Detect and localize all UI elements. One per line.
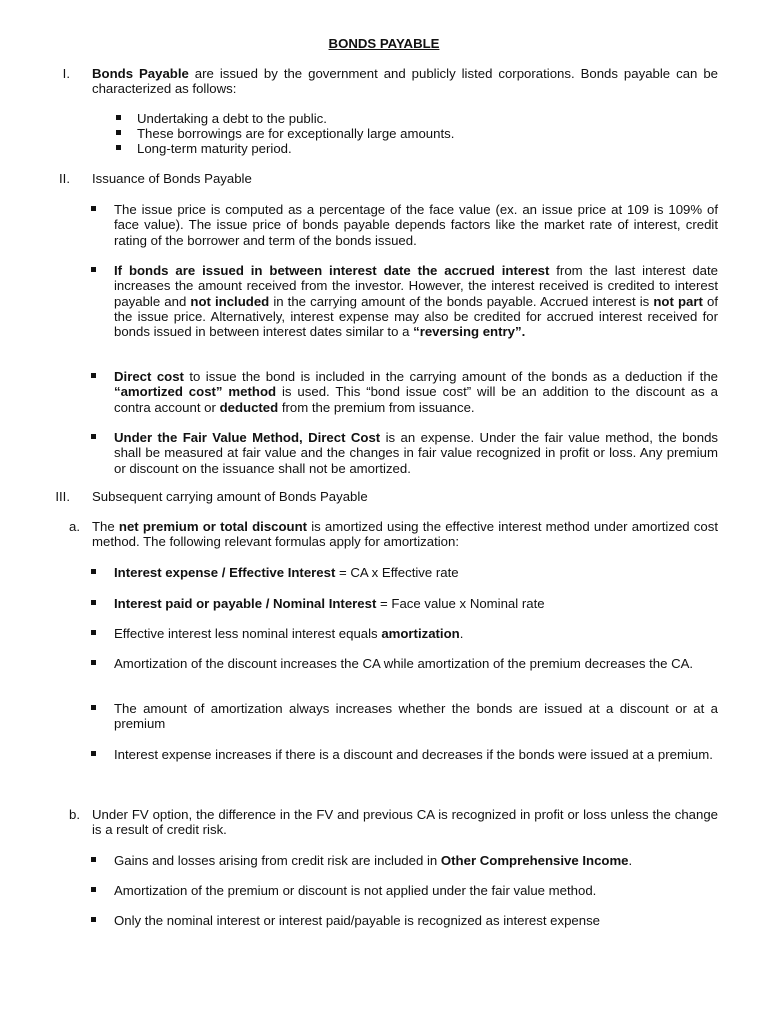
issue-price-paragraph: The issue price is computed as a percentage of the face value (ex. an issue price at 109 is 109% of face value). The issue price of bonds payable depends factors like the market rate of interest, credit rating of the borrower and term of the bonds issued. — [114, 202, 718, 248]
formula-item: Effective interest less nominal interest equals amortization. — [114, 626, 464, 641]
list-item: Amortization of the discount increases the CA while amortization of the premium decreases the CA. — [114, 656, 694, 671]
list-item: Long-term maturity period. — [137, 141, 292, 156]
accrued-interest-paragraph: If bonds are issued in between interest date the accrued interest from the last interest date increases the amount received from the investor. However, the interest received is credited to interest payable and not included in the carrying amount of the bonds payable. Accrued interest is not part of the issue price. Alternatively, interest expense may also be credited for accrued interest received for bonds issued in between interest dates similar to a “reversing entry”. — [114, 263, 718, 340]
bullet-marker — [91, 373, 96, 378]
bullet-marker — [91, 434, 96, 439]
section-number: III. — [55, 489, 70, 504]
section-heading: Subsequent carrying amount of Bonds Payable — [92, 489, 368, 504]
section-number: I. — [62, 66, 70, 81]
bullet-marker — [91, 857, 96, 862]
section-number: II. — [59, 171, 70, 186]
list-item: Interest expense increases if there is a discount and decreases if the bonds were issued at a premium. — [114, 747, 713, 762]
subsection-label: a. — [69, 519, 80, 534]
section-heading: Issuance of Bonds Payable — [92, 171, 252, 186]
direct-cost-paragraph: Direct cost to issue the bond is included in the carrying amount of the bonds as a deduction if the “amortized cost” method is used. This “bond issue cost” will be an addition to the discount as a contra account or deducted from the premium from issuance. — [114, 369, 718, 415]
list-item: Gains and losses arising from credit risk are included in Other Comprehensive Income. — [114, 853, 633, 868]
section-1-paragraph: Bonds Payable are issued by the government and publicly listed corporations. Bonds payable can be characterized as follows: — [92, 66, 718, 97]
bullet-marker — [91, 630, 96, 635]
bullet-marker — [91, 887, 96, 892]
amortization-paragraph: The net premium or total discount is amortized using the effective interest method under amortized cost method. The following relevant formulas apply for amortization: — [92, 519, 718, 550]
bullet-marker — [91, 267, 96, 272]
fair-value-paragraph: Under the Fair Value Method, Direct Cost is an expense. Under the fair value method, the bonds shall be measured at fair value and the changes in fair value recognized in profit or loss. Any premium or discount on the issuance shall not be amortized. — [114, 430, 718, 476]
page-title: BONDS PAYABLE — [328, 36, 440, 51]
bullet-marker — [91, 569, 96, 574]
bullet-marker — [91, 206, 96, 211]
formula-item: Interest paid or payable / Nominal Interest = Face value x Nominal rate — [114, 596, 545, 611]
bullet-marker — [116, 145, 121, 150]
fv-option-paragraph: Under FV option, the difference in the FV and previous CA is recognized in profit or loss unless the change is a result of credit risk. — [92, 807, 718, 838]
formula-item: Interest expense / Effective Interest = CA x Effective rate — [114, 565, 459, 580]
list-item: Only the nominal interest or interest paid/payable is recognized as interest expense — [114, 913, 601, 928]
list-item: These borrowings are for exceptionally large amounts. — [137, 126, 455, 141]
bullet-marker — [91, 600, 96, 605]
list-item: Amortization of the premium or discount is not applied under the fair value method. — [114, 883, 597, 898]
bullet-marker — [116, 115, 121, 120]
bullet-marker — [116, 130, 121, 135]
bullet-marker — [91, 705, 96, 710]
list-item: The amount of amortization always increases whether the bonds are issued at a discount or at a premium — [114, 701, 718, 732]
bullet-marker — [91, 751, 96, 756]
bullet-marker — [91, 917, 96, 922]
subsection-label: b. — [69, 807, 80, 822]
bullet-marker — [91, 660, 96, 665]
list-item: Undertaking a debt to the public. — [137, 111, 327, 126]
